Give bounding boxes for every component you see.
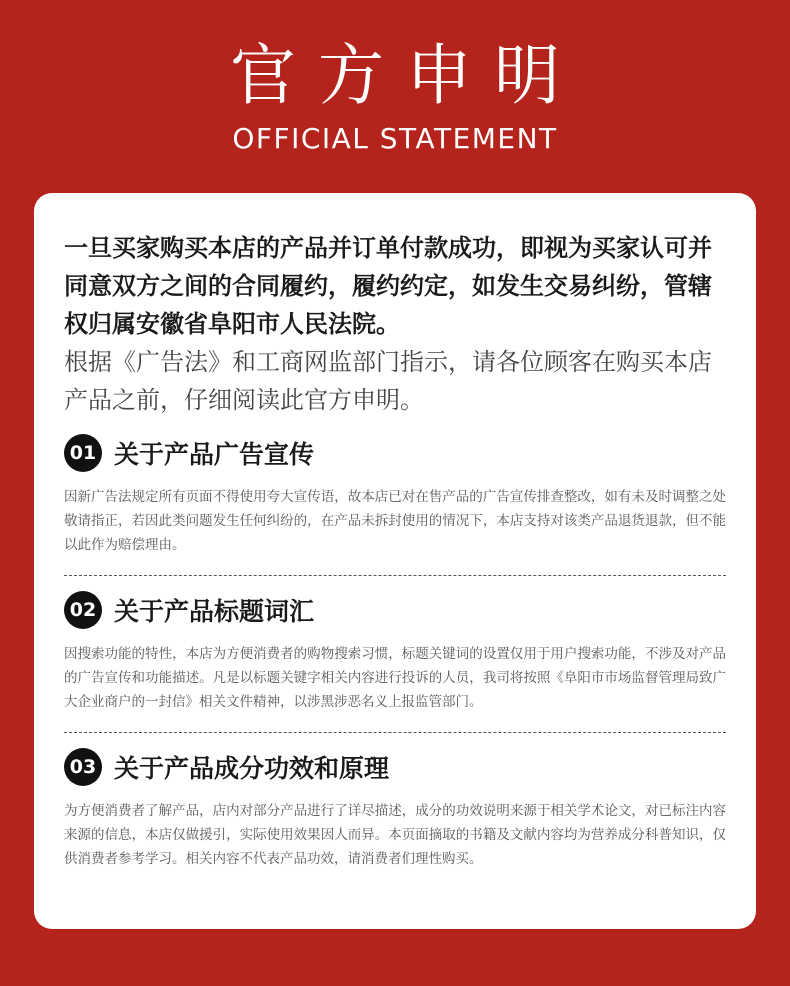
section-title: 关于产品成分功效和原理	[114, 754, 390, 783]
dashed-divider	[64, 732, 726, 733]
section-title-keywords	[64, 590, 726, 714]
section-header	[64, 433, 726, 473]
section-advertising	[64, 433, 726, 557]
reading-notice: 根据《广告法》和工商网监部门指示，请各位顾客在购买本店产品之前，仔细阅读此官方申明。	[64, 348, 712, 414]
section-ingredients	[64, 747, 726, 871]
section-body: 因新广告法规定所有页面不得使用夸大宣传语，故本店已对在售产品的广告宣传排查整改，如有未及时调整之处敬请指正，若因此类问题发生任何纠纷的，在产品未拆封使用的情况下，本店支持对该类产品退货退款，但不能以此作为赔偿理由。	[64, 489, 726, 553]
section-body: 因搜索功能的特性，本店为方便消费者的购物搜索习惯，标题关键词的设置仅用于用户搜索功能，不涉及对产品的广告宣传和功能描述。凡是以标题关键字相关内容进行投诉的人员，我司将按照《阜阳市市场监督管理局致广大企业商户的一封信》相关文件精神，以涉黑涉恶名义上报监管部门。	[64, 646, 726, 710]
section-header	[64, 590, 726, 630]
section-number-badge: 03	[64, 748, 102, 786]
section-body: 为方便消费者了解产品，店内对部分产品进行了详尽描述，成分的功效说明来源于相关学术论文，对已标注内容来源的信息，本店仅做援引，实际使用效果因人而异。本页面摘取的书籍及文献内容均为营养成分科普知识，仅供消费者参考学习。相关内容不代表产品功效，请消费者们理性购买。	[64, 803, 726, 867]
section-number-badge: 01	[64, 434, 102, 472]
statement-card	[34, 193, 756, 929]
header	[0, 0, 790, 190]
section-number-badge: 02	[64, 591, 102, 629]
section-title: 关于产品广告宣传	[114, 440, 315, 469]
dashed-divider	[64, 575, 726, 576]
section-title: 关于产品标题词汇	[114, 597, 315, 626]
page-title: 官方申明	[230, 37, 582, 114]
section-header	[64, 747, 726, 787]
page-subtitle: OFFICIAL STATEMENT	[232, 122, 558, 155]
jurisdiction-statement: 一旦买家购买本店的产品并订单付款成功，即视为买家认可并同意双方之间的合同履约，履约约定，如发生交易纠纷，管辖权归属安徽省阜阳市人民法院。	[64, 234, 712, 338]
